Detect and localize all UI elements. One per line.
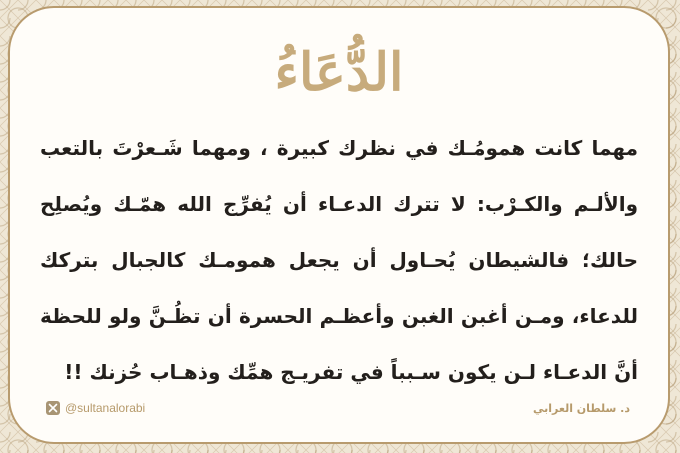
quote-body	[40, 120, 638, 400]
quote-line: حالك؛ فالشيطان يُحـاول أن يجعل همومـك كالجبال بتركك	[40, 248, 638, 272]
quote-line: أنَّ الدعـاء لـن يكون سـبباً في تفريـج همِّك وذهـاب حُزنك !!	[64, 360, 638, 384]
social-handle[interactable]	[46, 401, 145, 415]
handle-text: @sultanalorabi	[65, 401, 146, 415]
x-logo-icon	[46, 401, 60, 415]
author-name: د. سلطان العرابي	[532, 402, 630, 415]
quote-line: للدعاء، ومـن أغبن الغبن وأعظـم الحسرة أن تظُـنَّ ولو للحظة	[40, 304, 638, 328]
page-title: الدُّعَاءُ	[274, 42, 404, 103]
quote-card	[8, 6, 670, 444]
quote-line: مهما كانت همومُـك في نظرك كبيرة ، ومهما شَـعرْتَ بالتعب	[40, 136, 638, 160]
quote-line: والألـم والكـرْب: لا تترك الدعـاء أن يُفرِّج الله همّـك ويُصلِح	[40, 192, 638, 216]
